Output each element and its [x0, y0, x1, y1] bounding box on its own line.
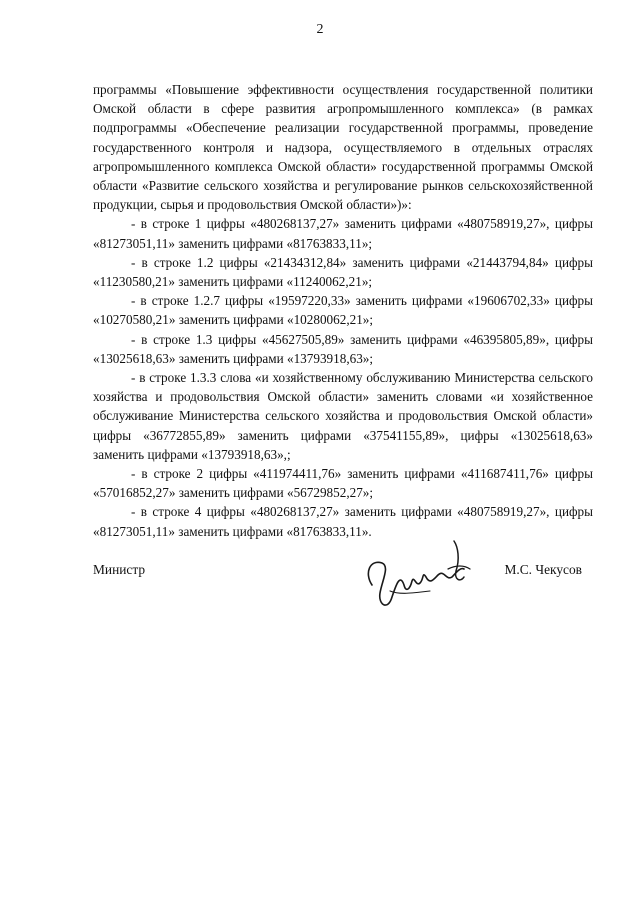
amendment-item: - в строке 4 цифры «480268137,27» заменить цифрами «480758919,27», цифры «81273051,11» заменить цифрами «81763833,11».: [93, 504, 593, 539]
document-body: [93, 80, 593, 541]
amendment-item: - в строке 1 цифры «480268137,27» заменить цифрами «480758919,27», цифры «81273051,11» заменить цифрами «81763833,11»;: [93, 216, 593, 251]
amendment-item: - в строке 1.3 цифры «45627505,89» заменить цифрами «46395805,89», цифры «13025618,63» заменить цифрами «13793918,63»;: [93, 331, 593, 366]
amendment-item: - в строке 1.2 цифры «21434312,84» заменить цифрами «21443794,84» цифры «11230580,21» заменить цифрами «11240062,21»;: [93, 254, 593, 290]
amendment-item: - в строке 1.3.3 слова «и хозяйственному обслуживанию Министерства сельского хозяйства и продовольствия Омской области» заменить словами «и хозяйственное обслуживание Министерства сельского хозяйства и продовольствия Омской области» цифры «36772855,89» заменить цифрами «37541155,89», цифры «13025618,63» заменить цифрами «13793918,63»,;: [93, 370, 593, 462]
handwritten-signature: [360, 533, 475, 623]
signatory-name: М.С. Чекусов: [504, 562, 582, 577]
amendment-item: - в строке 2 цифры «411974411,76» заменить цифрами «411687411,76» цифры «57016852,27» заменить цифрами «56729852,27»;: [93, 466, 593, 501]
amendment-item: - в строке 1.2.7 цифры «19597220,33» заменить цифрами «19606702,33» цифры «10270580,21» заменить цифрами «10280062,21»;: [93, 293, 593, 328]
intro-paragraph: программы «Повышение эффективности осуществления государственной политики Омской области в сфере развития агропромышленного комплекса» (в рамках подпрограммы «Обеспечение реализации государственной программы, проведение государственного контроля и надзора, осуществляемого в отдельных отраслях агропромышленного комплекса Омской области» государственной программы Омской области «Развитие сельского хозяйства и регулирование рынков сельскохозяйственной продукции, сырья и продовольствия Омской области»)»:: [93, 82, 593, 213]
page-number: 2: [316, 22, 324, 37]
signatory-title: Министр: [93, 562, 146, 577]
